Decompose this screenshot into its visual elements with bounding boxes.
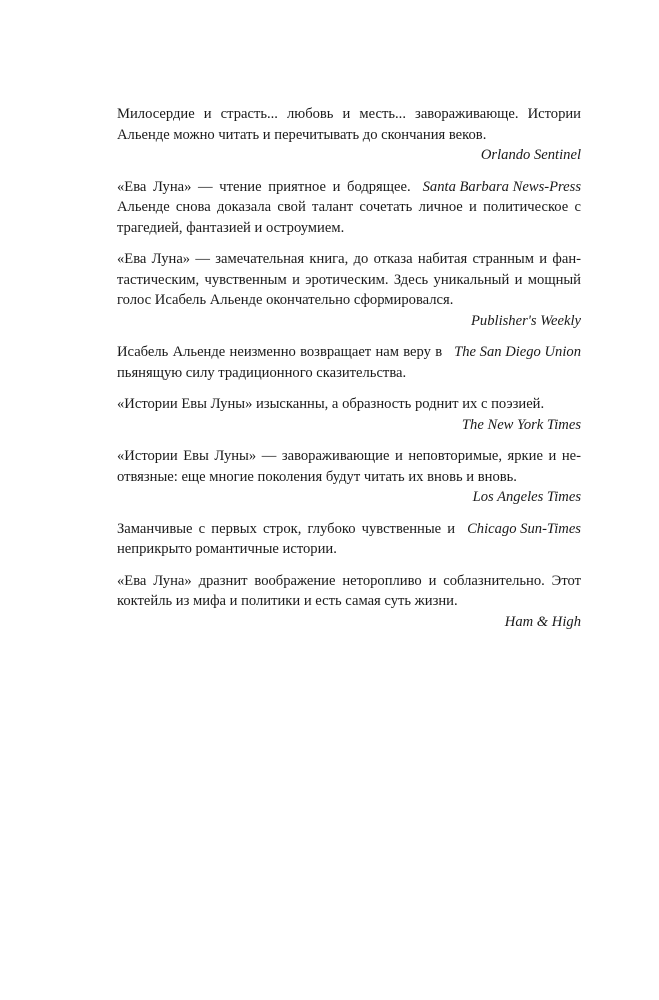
- review-source: Santa Barbara News-Press: [422, 178, 581, 195]
- review-quote: Милосердие и страсть... любовь и месть... завораживающе. Истории Альенде можно читать и перечитывать до скончания веков.: [117, 106, 581, 143]
- review-quote: «Ева Луна» — замечательная книга, до отказа набитая странным и фантастическим, чувственным и эротическим. Здесь уникальный и мощный голос Исабель Альенде окончательно сформировался.: [117, 251, 581, 308]
- review-quote: [117, 519, 581, 560]
- review-orlando-sentinel: [117, 104, 581, 166]
- review-source: Orlando Sentinel: [480, 147, 581, 163]
- review-santa-barbara-news-press: [117, 177, 581, 239]
- review-source: The New York Times: [461, 416, 581, 433]
- review-source: The San Diego Union: [454, 344, 581, 360]
- review-quote: «Истории Евы Луны» — завораживающие и неповторимые, яркие и неотвязные: еще многие поколения будут читать их вновь и вновь.: [117, 448, 581, 485]
- review-los-angeles-times: [117, 446, 581, 508]
- review-quote: [117, 177, 581, 239]
- review-publishers-weekly: [117, 249, 581, 331]
- review-quote-text: «Ева Луна» — чтение приятное и бодрящее. Альенде снова доказала свой талант сочетать личное и политическое с трагедией, фантазией и остроумием.: [117, 178, 581, 236]
- review-quote: «Истории Евы Луны» изысканны, а образность роднит их с поэзией.: [117, 396, 545, 412]
- review-quote-text: Заманчивые с первых строк, глубоко чувственные и неприкрыто романтичные истории.: [117, 520, 456, 557]
- review-chicago-sun-times: [117, 519, 581, 560]
- review-source: Publisher's Weekly: [471, 312, 581, 329]
- review-page: [117, 104, 581, 643]
- review-san-diego-union: [117, 342, 581, 383]
- review-source: Ham & High: [504, 613, 581, 630]
- review-new-york-times: [117, 394, 581, 435]
- review-ham-and-high: [117, 571, 581, 633]
- review-source: Los Angeles Times: [472, 489, 581, 505]
- review-source: Chicago Sun-Times: [467, 520, 581, 537]
- review-quote: «Ева Луна» дразнит воображение неторопливо и соблазнительно. Этот коктейль из мифа и политики и есть самая суть жизни.: [117, 572, 581, 609]
- review-quote: [117, 342, 581, 383]
- review-quote-text: Исабель Альенде неизменно возвращает нам веру в пьянящую силу традиционного сказительства.: [117, 344, 443, 381]
